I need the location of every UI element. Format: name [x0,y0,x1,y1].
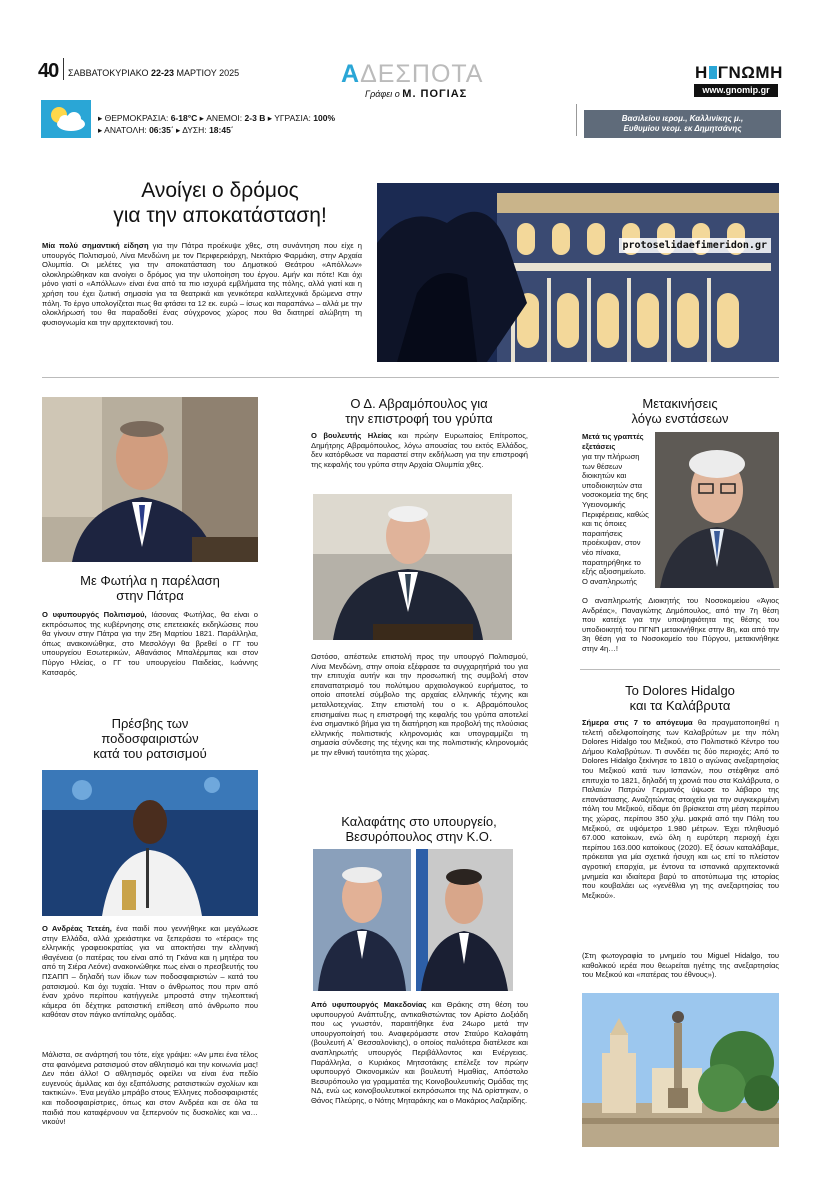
arrow-icon: ▸ [98,113,105,123]
wind-value: 2-3 Β [244,113,266,123]
arrow-icon: ▸ [176,125,183,135]
sunset-value: 18:45΄ [209,125,234,135]
dolores-text-2: (Στη φωτογραφία το μνημείο του Miguel Hidalgo, του καθολικού ιερέα που θεωρείται ηγέτης της ανεξαρτησίας του Μεξικού και «πατέρας του έθνους»). [582,951,779,980]
avramopoulos-photo [313,494,512,640]
metakiniseis-headline: Μετακινήσεις λόγω ενστάσεων [631,396,729,426]
dimopoulos-photo [655,432,779,588]
column-title [341,60,483,89]
theatre-photo [377,183,779,362]
presvis-body-2 [42,1050,258,1127]
sunrise-value: 06:35΄ [149,125,174,135]
presvis-body [42,924,258,1020]
namedays-line-1: Βασιλείου ιερομ., Καλλινίκης μ., [621,114,744,123]
issue-date-day: ΣΑΒΒΑΤΟΚΥΡΙΑΚΟ [68,68,149,78]
arrow-icon: ▸ [98,125,105,135]
section-rule-right [580,669,780,670]
arrow-icon: ▸ [199,113,207,123]
avramopoulos-lead: Ο βουλευτής Ηλείας [311,431,392,440]
theatre-body [42,241,362,327]
avramopoulos-text-2: Ωστόσο, απέστειλε επιστολή προς την υπουργό Πολιτισμού, Λίνα Μενδώνη, στην οποία εξέφρασε τα συγχαρητήριά του για την επιτυχία αυτήν και την προσωπική της συμβολή στον επαναπατρισμό του πολύτιμου αρχαιολογικού ευρήματος, το οποίο αποτελεί σύμβολο της αρχαίας ελληνικής τέχνης και μεταλλοτεχνίας. Στην επιστολή του ο κ. Αβραμόπουλος επισημαίνει πως η επιστροφή της κεφαλής του γρύπα αποτελεί ένα σημαντικό βήμα για τη διατήρηση και προβολή της πλούσιας ελληνικής πολιτιστικής κληρονομιάς και υπογραμμίζει τη σημασία σύνδεσης της τέχνης και της πολιτιστικής κληρονομιάς με την εθνική ταυτότητα της χώρας. [311,652,528,757]
fotilas-lead: Ο υφυπουργός Πολιτισμού, [42,610,147,619]
theatre-headline: Ανοίγει ο δρόμος για την αποκατάσταση! [113,179,327,227]
page-number: 40 [38,60,59,82]
theatre-lead: Μία πολύ σημαντική είδηση [42,241,149,250]
avramopoulos-headline: Ο Δ. Αβραμόπουλος για την επιστροφή του γρύπα [345,396,493,426]
metakiniseis-lead: Μετά τις γραπτές εξετάσεις [582,432,644,451]
presvis-lead: Ο Ανδρέας Τετεέη, [42,924,112,933]
presvis-photo [42,770,258,916]
temperature-label: ΘΕΡΜΟΚΡΑΣΙΑ: [104,113,169,123]
kalafatis-photo [313,849,411,991]
kalafatis-text: και Θράκης στη θέση του υφυπουργού Ανάπτυξης, αντικαθιστώντας τον Αρίστο Δοξιάδη που ως γνωστόν, παραιτήθηκε ένα 24ωρο μετά την υπουργοποίησή του. Αναφερόμαστε στον Σταύρο Καλαφάτη (βουλευτή Α΄ Θεσσαλονίκης), ο οποίος παλιότερα διατέλεσε και αναπληρωτής υπουργός Περιβάλλοντος και Ενέργειας. Παράλληλα, ο Κυριάκος Μητσοτάκης επέλεξε τον πρώην υφυπουργό Οικονομικών και βουλευτή Ημαθίας, Απόστολο Βεσυρόπουλο για γραμματέα της Κοινοβουλευτικής Ομάδας της ΝΔ, ενώ ως κοινοβουλευτικοί εκπρόσωποι της ΝΔ ορίστηκαν, ο Θάνος Πλεύρης, ο Νότης Μηταράκης και ο Μακάριος Λαζαρίδης. [311,1000,528,1105]
humidity-label: ΥΓΡΑΣΙΑ: [274,113,311,123]
weather-row-1 [98,113,335,124]
fotilas-body [42,610,258,677]
weather-bar [41,100,781,140]
byline [365,88,467,100]
paper-logo-right: ΓΝΩΜΗ [717,63,783,82]
kalafatis-headline: Καλαφάτης στο υπουργείο, Βεσυρόπουλος στην Κ.Ο. [341,814,497,844]
weather-icon [41,100,91,138]
presvis-text: ένα παιδί που γεννήθηκε και μεγάλωσε στην Ελλάδα, αλλά χρειάστηκε να ξεπεράσει το «τέρας» της ελληνικής γραφειοκρατίας για να αποκτήσει την ελληνική ιθαγένεια (ο πατέρας του είναι από τη Γκάνα και η μητέρα του από τη Σιέρα Λεόνε) ανακοινώθηκε πως είναι ο πρεσβευτής του ΠΣΑΠΠ – δηλαδή των ίδιων των ποδοσφαιριστών – κατά του ρατσισμού. Και όχι τυχαία. Ήταν ο άνθρωπος που πριν από έναν χρόνο περίπου κατήγγειλε μπροστά στην τηλεοπτική κάμερα ότι δέχτηκε ρατσιστική επίθεση από άνθρωπο που καθόταν στον πάγκο αντίπαλης ομάδας. [42,924,258,1020]
issue-date-days: 22-23 [151,68,175,78]
theatre-text: για την Πάτρα προέκυψε χθες, στη συνάντηση που είχε η υπουργός Πολιτισμού, Λίνα Μενδώνη με τον Περιφερειάρχη, Νεκτάριο Φαρμάκη, στην Αρχαία Ολυμπία. Οι μελέτες για την αποκατάσταση του Δημοτικού Θεάτρου «Απόλλων» ολοκληρώθηκαν και ανοίγει ο δρόμος για την υλοποίηση του έργου. Αμήν και πότε! Και όχι μόνο γιατί ο «Απόλλων» είναι ένα από τα πιο ισχυρά εμβλήματα της πόλης, αλλά γιατί και η χρήση του έχει ζωτική σημασία για τα θεατρικά και γενικότερα καλλιτεχνικά δρώμενα στην πόλη. Το έργο υπολογίζεται πως θα φτάσει τα 12 εκ. ευρώ – ίσως και παραπάνω – αλλά με την ολοκλήρωσή του θα παραδοθεί ένας σύγχρονος χώρος που θα διατηρεί αλώβητη τη φυσιογνωμία και την αρχιτεκτονική του. [42,241,362,327]
weather-row-2 [98,125,234,136]
paper-logo-mark-icon [709,66,717,79]
namedays-box [584,110,781,138]
fotilas-headline: Με Φωτήλα η παρέλαση στην Πάτρα [80,573,220,603]
avramopoulos-body [311,431,528,469]
dolores-body-2 [582,951,779,980]
column-title-first-letter: Α [341,60,361,88]
fotilas-text: Ιάσονας Φωτήλας, θα είναι ο εκπρόσωπος της κυβέρνησης στις επετειακές εκδηλώσεις που θα γίνουν στην Πάτρα για την 25η Μαρτίου 1821. Παράλληλα, όπως ανακοινώθηκε, στο Μεσολόγγι θα βρεθεί ο ΓΓ του υπουργείου Εσωτερικών, Αθανάσιος Μπαλέρμπας και στον Πύργο Ηλείας, ο ΓΓ του υπουργείου Παιδείας, Ιωάννης Κατσαρός. [42,610,258,677]
paper-logo-left: Η [695,63,708,82]
byline-prefix: Γράφει ο [365,89,400,99]
metakiniseis-body-cont: Ο αναπληρωτής Διοικητής του Νοσοκομείου «Άγιος Ανδρέας», Παναγιώτης Δημόπουλος, από την 7η θέση που κατείχε για την υποψηφιότητα της θέσης του υποδιοικητή του ΠΓΝΠ μετακινήθηκε στην 8η, και από την 3η θέση για το Νοσοκομείο του Πύργου, μετακινήθηκε στην 4η…! [582,596,779,653]
issue-date-month: ΜΑΡΤΙΟΥ 2025 [176,68,240,78]
page-header [0,0,822,100]
fotilas-photo [42,397,258,562]
dolores-headline: Το Dolores Hidalgo και τα Καλάβρυτα [625,683,735,713]
kalafatis-lead: Από υφυπουργός Μακεδονίας [311,1000,427,1009]
vesyropoulos-photo [416,849,513,991]
metakiniseis-body-wrap [582,452,650,588]
paper-website[interactable]: www.gnomip.gr [694,84,778,97]
dolores-lead: Σήμερα στις 7 το απόγευμα [582,718,693,727]
namedays-line-2: Ευθυμίου νεομ. εκ Δημητσάνης [623,124,742,133]
presvis-text-2: Μάλιστα, σε ανάρτησή του τότε, είχε γράψει: «Αν μπει ένα τέλος στα φαινόμενα ρατσισμού στον αθλητισμό και την κοινωνία μας! Δεν πάει άλλο! Ο αθλητισμός οφείλει να είναι ένα πεδίο ευγενούς άμιλλας και όχι εξαπόλυσης ρατσιστικών σχολίων και τακτικών». Ένα μεγάλο μπράβο στους Έλληνες ποδοσφαιριστές και ποδοσφαιρίστριες, όπως και στον Ανδρέα και σε όλα τα παιδιά που καταφέρνουν να ξεπερνούν τις δυσκολίες και να… νικούν! [42,1050,258,1127]
section-rule [42,377,779,378]
avramopoulos-body-2 [311,652,528,758]
column-title-rest: ΔΕΣΠΟΤΑ [360,60,484,88]
wind-label: ΑΝΕΜΟΙ: [206,113,243,123]
metakiniseis-text: για την πλήρωση των θέσεων διοικητών και υποδιοικητών στα νοσοκομεία της 6ης Υγειονομικής Περιφέρειας, καθώς και τις όποιες παραιτήσεις προέκυψαν, στον νέο πίνακα, παρατηρήθηκε το εξής αξιοσημείωτο. Ο αναπληρωτής [582,452,649,586]
metakiniseis-body [582,432,650,451]
issue-date [68,68,239,78]
kalafatis-body [311,1000,528,1106]
weather-divider [576,104,577,136]
presvis-headline: Πρέσβης των ποδοσφαιριστών κατά του ρατσισμού [93,716,207,761]
header-divider-vertical [63,58,64,80]
humidity-value: 100% [313,113,336,123]
photo-credit: protoselidaefimeridon.gr [619,238,772,253]
arrow-icon: ▸ [267,113,275,123]
sunset-label: ΔΥΣΗ: [182,125,207,135]
avramopoulos-text: και πρώην Ευρωπαίος Επίτροπος, Δημήτρης Αβραμόπουλος, λόγω απουσίας του εκτός Ελλάδος, δεν κατόρθωσε να παραστεί στην εκδήλωση για την επιστροφή της κεφαλής του γρύπα στην Αρχαία Ολυμπία χθες. [311,431,528,469]
dolores-photo [582,993,779,1147]
sunrise-label: ΑΝΑΤΟΛΗ: [104,125,147,135]
paper-logo [695,63,783,83]
dolores-text: θα πραγματοποιηθεί η τελετή αδελφοποίησης των Καλαβρύτων με την πόλη Dolores Hidalgo του Μεξικού, στο Πολιτιστικό Κέντρο του Δήμου Καλαβρύτων. Τι συνδέει τις δύο περιοχές; Από το Dolores Hidalgo ξεκίνησε το 1810 ο αγώνας ανεξαρτησίας του Μεξικού κατά των Ισπανών, που στέφθηκε από επιτυχία το 1821, δηλαδή τη χρονιά που στα Καλάβρυτα, ο Παλαιών Πατρών Γερμανός ύψωσε το λάβαρο της επανάστασης. Αναζητώντας στοιχεία για την συγκεκριμένη πόλη του Μεξικού, είδαμε ότι βρίσκεται στη μέση περίπου της χώρας, περίπου 350 χλμ. μακριά από την Πόλη του Μεξικού, σε υψόμετρο 1.980 μέτρων. Έχει πληθυσμό 67.000 κατοίκων, ενώ όλη η ευρύτερη περιοχή έχει περίπου 163.000 κατοίκους (2020). Εξ όσων καταλάβαμε, πρόκειται για μία σχετικά ήσυχη και ως επί το πλείστον αγροτική επαρχία, με έντονα τα ισπανικά αρχιτεκτονικά μνημεία και ιδιαίτερα βαρύ το αποτύπωμα της ιστορίας που κουβαλάει ως «γενέθλια γη της ανεξαρτησίας του Μεξικού». [582,718,779,900]
byline-name: Μ. ΠΟΓΙΑΣ [402,88,468,100]
dolores-body [582,718,779,900]
temperature-value: 6-18°C [170,113,198,123]
